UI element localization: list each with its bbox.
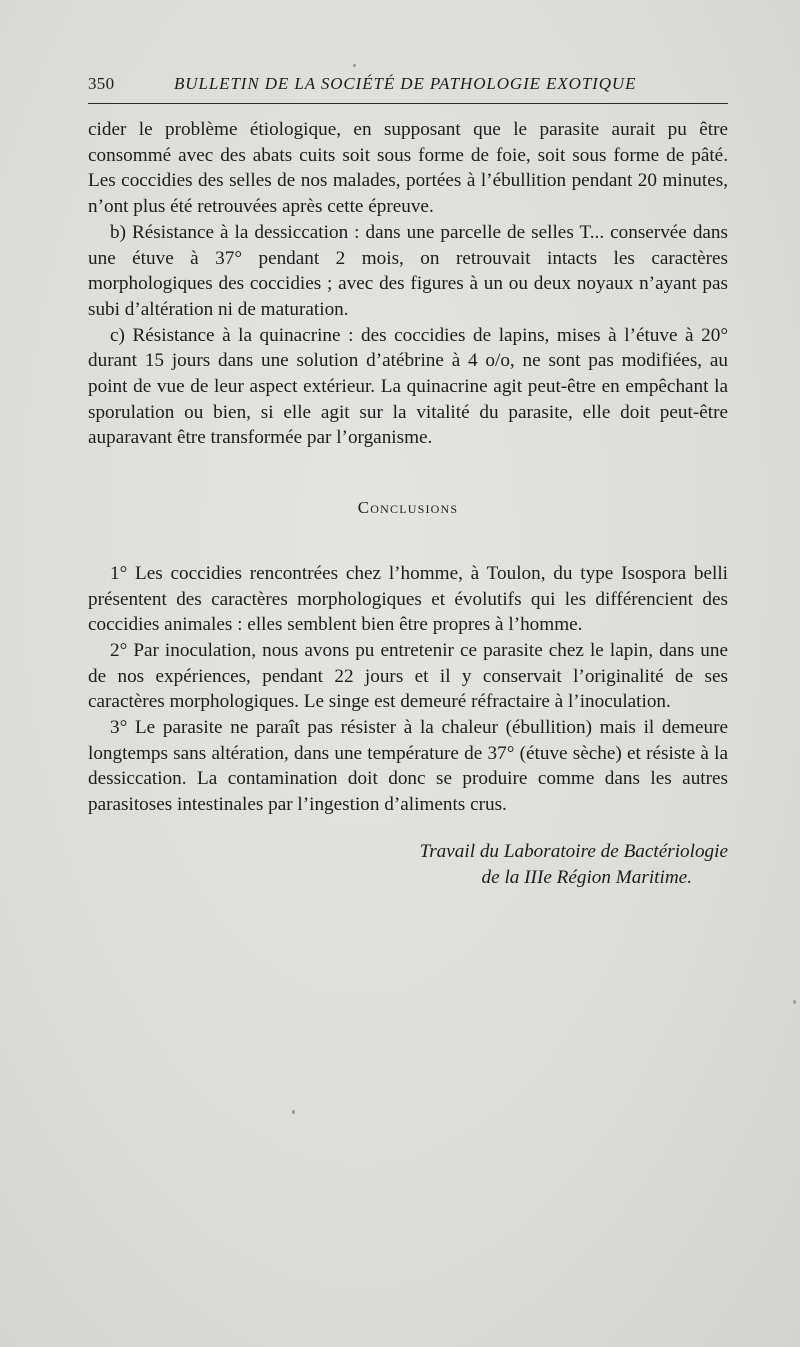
paragraph-intro: cider le problème étiologique, en supposant que le parasite aurait pu être consommé avec des abats cuits soit sous forme de foie, soit sous forme de pâté. Les coccidies des selles de nos malades, portées à l’ébullition pendant 20 minutes, n’ont plus été retrouvées après cette épreuve. [88,119,728,218]
running-title: BULLETIN DE LA SOCIÉTÉ DE PATHOLOGIE EXOTIQUE [174,74,637,93]
page-number: 350 [88,74,115,93]
paper-speck [292,1110,295,1114]
paragraph-c: c) Résistance à la quinacrine : des coccidies de lapins, mises à l’étuve à 20° durant 15 jours dans une solution d’atébrine à 4 o/o, ne sont pas modifiées, au point de vue de leur aspect extérieur. La quinacrine agit peut-être en empêchant la sporulation ou bien, si elle agit sur la vitalité du parasite, elle doit peut-être auparavant être transformée par l’organisme. [88,324,728,449]
conclusion-2: 2° Par inoculation, nous avons pu entretenir ce parasite chez le lapin, dans une de nos expériences, pendant 22 jours et il y conservait l’originalité de ses caractères morphologiques. Le singe est demeuré réfractaire à l’inoculation. [88,639,728,713]
paragraph-b: b) Résistance à la dessiccation : dans une parcelle de selles T... conservée dans une étuve à 37° pendant 2 mois, on retrouvait intacts les caractères morphologiques des coccidies ; avec des figures à un ou deux noyaux n’ayant pas subi d’altération ni de maturation. [88,221,728,320]
signature-line-1: Travail du Laboratoire de Bactériologie [419,840,728,862]
conclusion-1: 1° Les coccidies rencontrées chez l’homme, à Toulon, du type Isospora belli présentent des caractères morphologiques et évolutifs qui les différencient des coccidies animales : elles semblent bien être propres à l’homme. [88,562,728,636]
body-text [88,117,728,890]
page-header [88,72,728,102]
paper-speck [353,64,356,67]
signature-line-2: de la IIIe Région Maritime. [481,866,692,888]
conclusion-3: 3° Le parasite ne paraît pas résister à la chaleur (ébullition) mais il demeure longtemps sans altération, dans une température de 37° (étuve sèche) et résiste à la dessiccation. La contamination doit donc se produire comme dans les autres parasitoses intestinales par l’ingestion d’aliments crus. [88,717,728,816]
section-heading: Conclusions [357,498,459,518]
paper-speck [793,1000,796,1004]
header-rule [88,103,728,104]
